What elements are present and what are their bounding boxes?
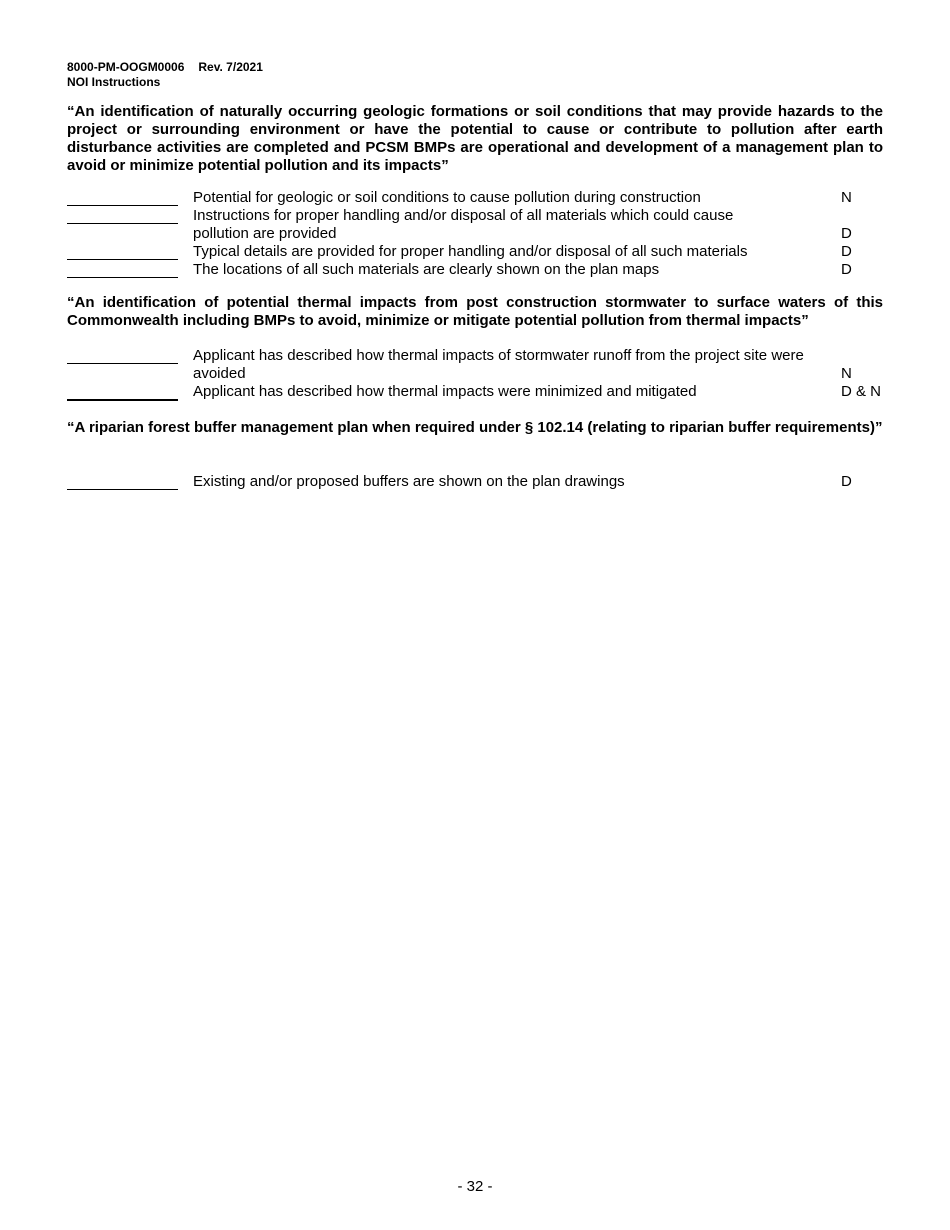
- item-code: D: [841, 473, 852, 490]
- section-heading: “An identification of naturally occurring geologic formations or soil conditions that may provide hazards to the project or surrounding environment or have the potential to cause or contribute to pollution after earth disturbance activities are completed and PCSM BMPs are operational and development of a management plan to avoid or minimize potential pollution and its impacts”: [67, 103, 883, 174]
- section-thermal-impacts: [67, 294, 883, 330]
- item-description: The locations of all such materials are clearly shown on the plan maps: [193, 261, 660, 278]
- checklist-item: [67, 383, 883, 401]
- item-description: Instructions for proper handling and/or disposal of all materials which could cause pollution are provided: [193, 207, 734, 242]
- section-geologic-hazards: [67, 103, 883, 175]
- document-header: [67, 60, 263, 90]
- form-number: 8000-PM-OOGM0006: [67, 60, 185, 74]
- item-description: Existing and/or proposed buffers are shown on the plan drawings: [193, 473, 625, 490]
- checklist-item: [67, 473, 883, 491]
- item-description: Typical details are provided for proper handling and/or disposal of all such materials: [193, 243, 748, 260]
- checklist-item: [67, 189, 883, 207]
- section-riparian-buffer: [67, 419, 883, 437]
- checklist-item: [67, 347, 883, 383]
- check-blank-line[interactable]: [67, 223, 178, 224]
- item-code: N: [841, 189, 852, 206]
- check-blank-line[interactable]: [67, 205, 178, 206]
- section-heading: “A riparian forest buffer management plan when required under § 102.14 (relating to riparian buffer requirements)”: [67, 419, 883, 436]
- checklist-item: [67, 207, 883, 243]
- item-code: N: [841, 365, 852, 382]
- item-code: D: [841, 225, 852, 242]
- item-code: D & N: [841, 383, 882, 400]
- item-description: Applicant has described how thermal impacts were minimized and mitigated: [193, 383, 697, 400]
- check-blank-line[interactable]: [67, 277, 178, 278]
- checklist-item: [67, 261, 883, 279]
- item-description: Potential for geologic or soil conditions to cause pollution during construction: [193, 189, 701, 206]
- checklist-item: [67, 243, 883, 261]
- section-heading: “An identification of potential thermal impacts from post construction stormwater to surface waters of this Commonwealth including BMPs to avoid, minimize or mitigate potential pollution from thermal impacts”: [67, 294, 883, 329]
- form-revision: Rev. 7/2021: [198, 60, 263, 74]
- item-description: Applicant has described how thermal impacts of stormwater runoff from the project site were avoided: [193, 347, 804, 382]
- check-blank-line[interactable]: [67, 399, 178, 401]
- item-code: D: [841, 261, 852, 278]
- check-blank-line[interactable]: [67, 489, 178, 490]
- page-number: - 32 -: [457, 1178, 493, 1195]
- check-blank-line[interactable]: [67, 363, 178, 364]
- item-code: D: [841, 243, 852, 260]
- document-subtitle: NOI Instructions: [67, 75, 161, 89]
- check-blank-line[interactable]: [67, 259, 178, 260]
